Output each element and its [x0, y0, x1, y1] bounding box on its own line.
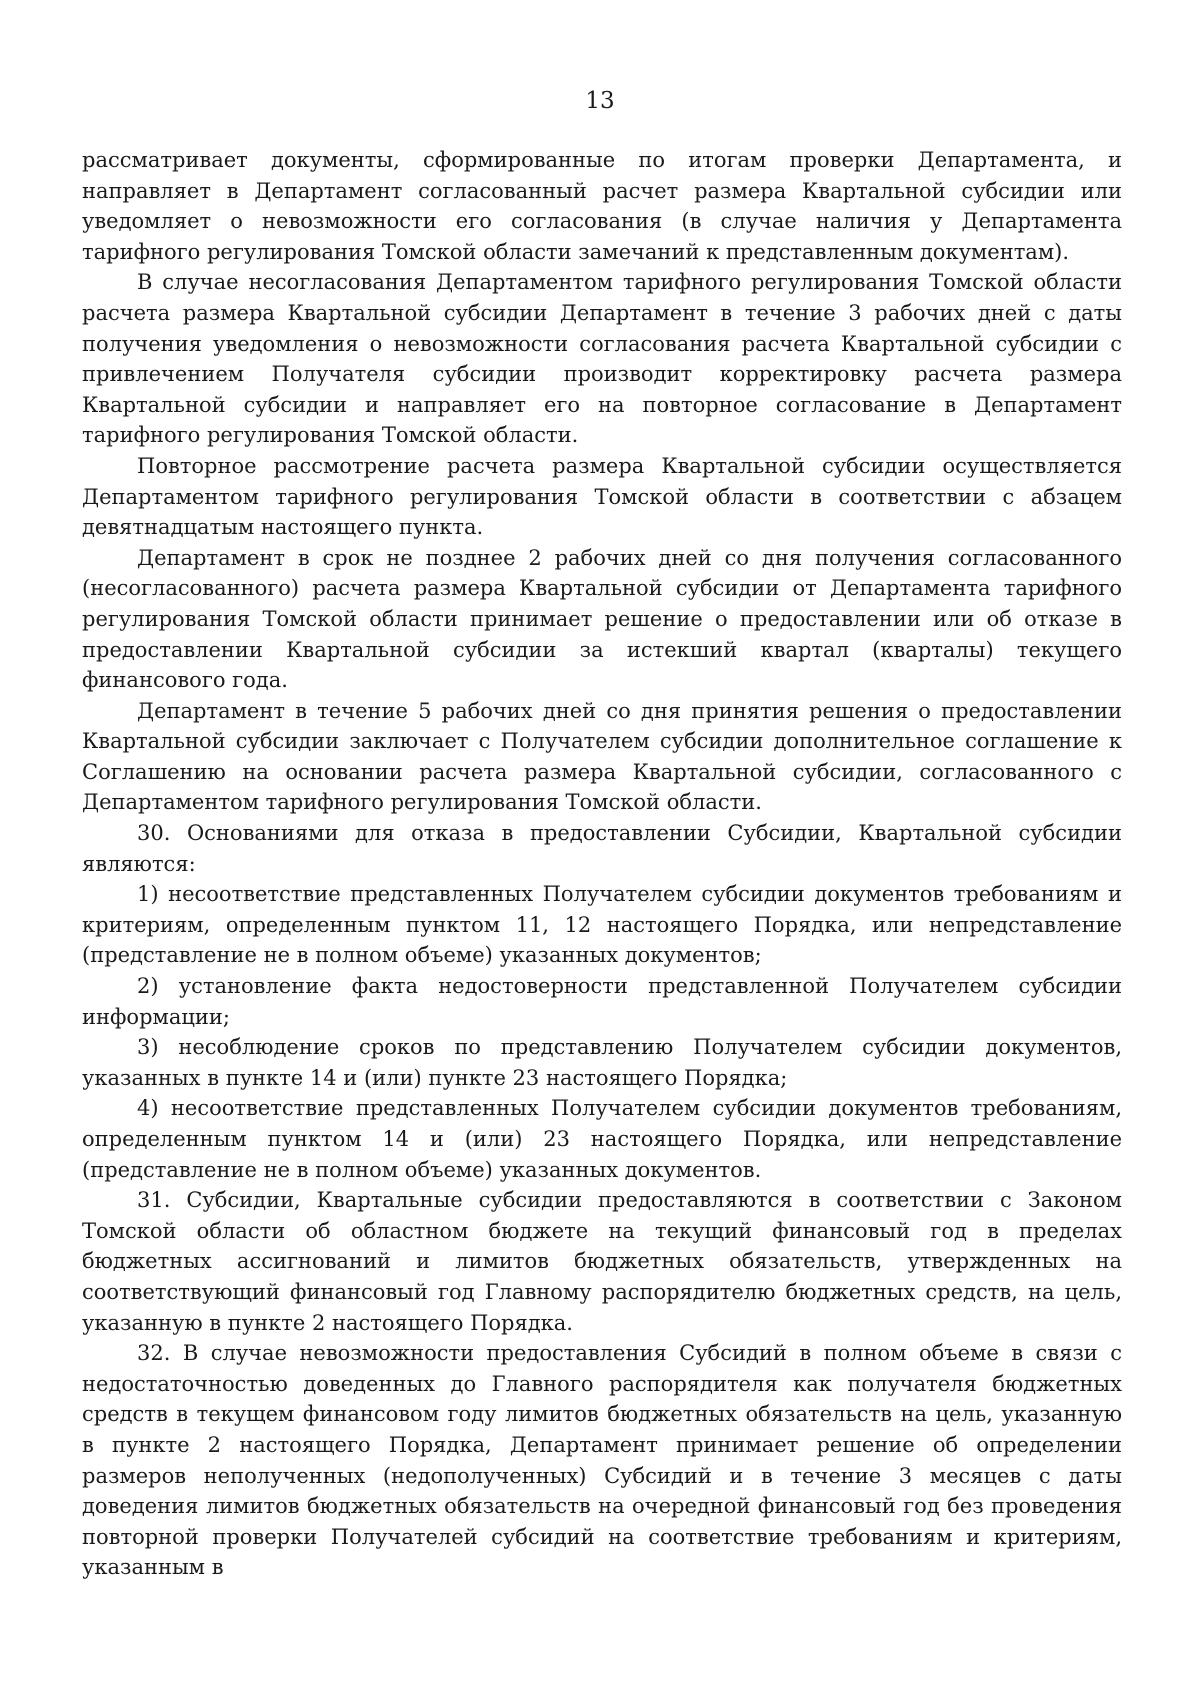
paragraph: Департамент в течение 5 рабочих дней со дня принятия решения о предоставлении Квартальной субсидии заключает с Получателем субсидии дополнительное соглашение к Соглашению на основании расчета размера Квартальной субсидии, согласованного с Департаментом тарифного регулирования Томской области. [82, 698, 1122, 815]
list-item: 4) несоответствие представленных Получателем субсидии документов требованиям, определенным пунктом 14 и (или) 23 настоящего Порядка, или непредставление (представление не в полном объеме) указанных документов. [82, 1096, 1122, 1182]
paragraph: рассматривает документы, сформированные по итогам проверки Департамента, и направляет в Департамент согласованный расчет размера Квартальной субсидии или уведомляет о невозможности его согласования (в случае наличия у Департамента тарифного регулирования Томской области замечаний к представленным документам). [82, 148, 1122, 264]
paragraph: Повторное рассмотрение расчета размера Квартальной субсидии осуществляется Департаментом тарифного регулирования Томской области в соответствии с абзацем девятнадцатым настоящего пункта. [82, 453, 1122, 540]
paragraph: Департамент в срок не позднее 2 рабочих дней со дня получения согласованного (несогласованного) расчета размера Квартальной субсидии от Департамента тарифного регулирования Томской области принимает решение о предоставлении или об отказе в предоставлении Квартальной субсидии за истекший квартал (кварталы) текущего финансового года. [82, 545, 1122, 693]
list-item: 1) несоответствие представленных Получателем субсидии документов требованиям и критериям, определенным пунктом 11, 12 настоящего Порядка, или непредставление (представление не в полном объеме) указанных документов; [82, 882, 1122, 968]
paragraph: В случае несогласования Департаментом тарифного регулирования Томской области расчета размера Квартальной субсидии Департамент в течение 3 рабочих дней с даты получения уведомления о невозможности согласования расчета Квартальной субсидии с привлечением Получателя субсидии производит корректировку расчета размера Квартальной субсидии и направляет его на повторное согласование в Департамент тарифного регулирования Томской области. [82, 270, 1122, 448]
list-item: 2) установление факта недостоверности представленной Получателем субсидии информации; [82, 974, 1122, 1029]
page-number: 13 [585, 88, 615, 114]
paragraph: 31. Субсидии, Квартальные субсидии предоставляются в соответствии с Законом Томской области об областном бюджете на текущий финансовый год в пределах бюджетных ассигнований и лимитов бюджетных обязательств, утвержденных на соответствующий финансовый год Главному распорядителю бюджетных средств, на цель, указанную в пункте 2 настоящего Порядка. [82, 1188, 1122, 1335]
paragraph: 32. В случае невозможности предоставления Субсидий в полном объеме в связи с недостаточностью доведенных до Главного распорядителя как получателя бюджетных средств в текущем финансовом году лимитов бюджетных обязательств на цель, указанную в пункте 2 настоящего Порядка, Департамент принимает решение об определении размеров неполученных (недополученных) Субсидий и в течение 3 месяцев с даты доведения лимитов бюджетных обязательств на очередной финансовый год без проведения повторной проверки Получателей субсидий на соответствие требованиям и критериям, указанным в [82, 1341, 1122, 1580]
document-body [82, 145, 1122, 1583]
list-item: 3) несоблюдение сроков по представлению Получателем субсидии документов, указанных в пункте 14 и (или) пункте 23 настоящего Порядка; [82, 1035, 1122, 1090]
paragraph: 30. Основаниями для отказа в предоставлении Субсидии, Квартальной субсидии являются: [82, 821, 1122, 876]
